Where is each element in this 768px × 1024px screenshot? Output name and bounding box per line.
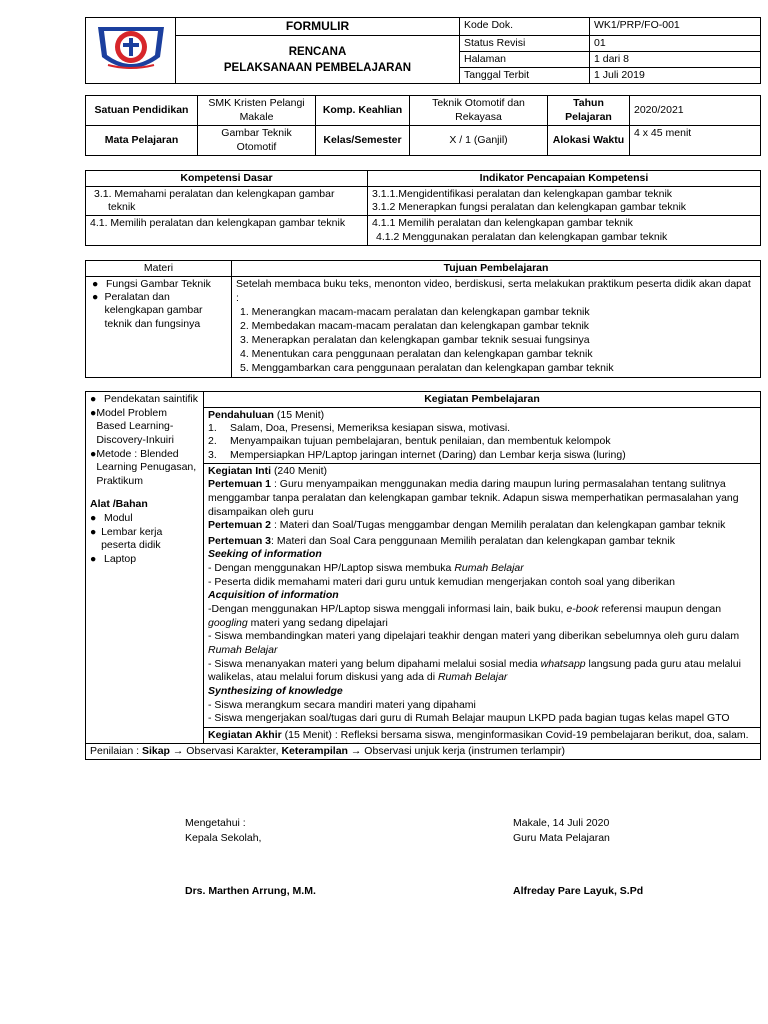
- acq-text: referensi maupun dengan: [598, 603, 722, 616]
- title-line: PELAKSANAAN PEMBELAJARAN: [223, 61, 412, 74]
- akhir-cell: [204, 727, 761, 743]
- tujuan-item: 4. Menentukan cara penggunaan peralatan dan kelengkapan gambar teknik: [240, 347, 593, 360]
- list-item: ● Peralatan dan kelengkapan gambar teknik dan fungsinya: [92, 291, 227, 330]
- synthesizing-item: - Siswa merangkum secara mandiri materi yang dipahami: [208, 698, 476, 711]
- signature-text: Guru Mata Pelajaran: [513, 832, 610, 845]
- komp-label: Komp. Keahlian: [316, 96, 410, 126]
- materi-list: [86, 277, 232, 378]
- acq-italic: Rumah Belajar: [437, 671, 508, 684]
- document-title: [176, 36, 460, 84]
- mapel-value: Gambar Teknik Otomotif: [198, 126, 316, 156]
- synthesizing-item: - Siswa mengerjakan soal/tugas dari guru di Rumah Belajar maupun LKPD pada bagian tugas kelas mapel GTO: [208, 712, 730, 725]
- seeking-italic: Rumah Belajar: [454, 562, 524, 575]
- list-item: ● Modul: [90, 512, 133, 525]
- acq-text: -Dengan menggunakan HP/Laptop siswa menggali informasi lain, baik buku,: [208, 603, 567, 616]
- list-item: 2. Menyampaikan tujuan pembelajaran, bentuk penilaian, dan membentuk kelompok: [208, 435, 611, 448]
- alat-item: Lembar kerja peserta didik: [101, 525, 163, 552]
- pertemuan-label: Pertemuan 3: [208, 534, 272, 547]
- acq-text: - Siswa membandingkan materi yang dipelajari teakhir dengan materi yang diberikan sebelumnya oleh guru dalam: [208, 630, 740, 643]
- list-item: ● Laptop: [90, 553, 137, 566]
- tujuan-item: 2. Membedakan macam-macam peralatan dan kelengkapan gambar teknik: [240, 319, 590, 332]
- header-table: [85, 17, 761, 84]
- penilaian-text: Observasi Karakter,: [183, 744, 282, 757]
- penilaian-sikap: Sikap: [141, 744, 170, 757]
- materi-item: Peralatan dan kelengkapan gambar teknik dan fungsinya: [104, 291, 203, 330]
- kd-header: Kompetensi Dasar: [86, 171, 368, 187]
- ipk-text: 3.1.1.Mengidentifikasi peralatan dan kelengkapan gambar teknik: [372, 188, 673, 201]
- inti-title: Kegiatan Inti: [208, 464, 272, 477]
- meta-label: Tanggal Terbit: [460, 68, 590, 84]
- ipk-text: 4.1.1 Memilih peralatan dan kelengkapan gambar teknik: [372, 217, 633, 230]
- alat-item: Laptop: [104, 553, 137, 566]
- pertemuan-1: [208, 478, 756, 519]
- tahun-label: Tahun Pelajaran: [548, 96, 630, 126]
- meta-value: 1 Juli 2019: [590, 68, 761, 84]
- kegiatan-header: Kegiatan Pembelajaran: [204, 392, 761, 408]
- teacher-name: Alfreday Pare Layuk, S.Pd: [513, 885, 644, 897]
- arrow-icon: →: [172, 744, 184, 757]
- kd-text: 3.1. Memahami peralatan dan kelengkapan gambar teknik: [94, 188, 335, 214]
- kegiatan-table: [85, 391, 761, 760]
- acq-italic: googling: [208, 616, 248, 629]
- approach-item: Model Problem Based Learning-Discovery-Inkuiri: [96, 406, 174, 446]
- acq-text: - Siswa menanyakan materi yang belum dipahami melalui sosial media: [208, 657, 541, 670]
- inti-cell: [204, 463, 761, 727]
- tujuan-header: Tujuan Pembelajaran: [232, 261, 761, 277]
- acquisition-title: Acquisition of information: [208, 589, 339, 602]
- penilaian-cell: [86, 743, 761, 759]
- meta-value: WK1/PRP/FO-001: [590, 18, 761, 36]
- list-item: ● Lembar kerja peserta didik: [90, 526, 199, 553]
- principal-name: Drs. Marthen Arrung, M.M.: [185, 885, 316, 897]
- pendahuluan-title: Pendahuluan: [208, 409, 274, 422]
- list-item: 3. Mempersiapkan HP/Laptop jaringan internet (Daring) dan Lembar kerja siswa (luring): [208, 448, 626, 461]
- seeking-text: - Dengan menggunakan HP/Laptop siswa membuka: [208, 562, 455, 575]
- materi-item: Fungsi Gambar Teknik: [106, 278, 211, 291]
- ipk-cell: [368, 187, 761, 216]
- pendahuluan-time: (15 Menit): [276, 409, 325, 422]
- acq-italic: whatsapp: [540, 657, 586, 670]
- pendahuluan-cell: [204, 408, 761, 464]
- satuan-value: SMK Kristen Pelangi Makale: [198, 96, 316, 126]
- meta-value: 1 dari 8: [590, 52, 761, 68]
- kompetensi-table: [85, 170, 761, 246]
- pertemuan-3: [208, 535, 756, 549]
- arrow-icon: →: [350, 744, 362, 757]
- acquisition-item: [208, 603, 756, 630]
- approach-item: Metode : Blended Learning Penugasan, Praktikum: [96, 447, 197, 487]
- inti-time: (240 Menit): [273, 464, 328, 477]
- approach-cell: [86, 392, 204, 744]
- pertemuan-text: : Materi dan Soal/Tugas menggambar dengan Memilih peralatan dan kelengkapan gambar teknik: [271, 519, 726, 532]
- pertemuan-label: Pertemuan 2: [208, 519, 272, 532]
- pertemuan-2: [208, 519, 756, 533]
- ipk-cell: [368, 216, 761, 245]
- kd-item: [86, 187, 368, 216]
- list-item: 1. Salam, Doa, Presensi, Memeriksa kesiapan siswa, motivasi.: [208, 422, 511, 435]
- list-item: ● Model Problem Based Learning-Discovery-Inkuiri: [90, 407, 199, 448]
- meta-label: Kode Dok.: [460, 18, 590, 36]
- pendahuluan-item: Mempersiapkan HP/Laptop jaringan internet (Daring) dan Lembar kerja siswa (luring): [230, 448, 626, 461]
- logo-cell: [86, 18, 176, 84]
- akhir-title: Kegiatan Akhir: [208, 728, 282, 741]
- alokasi-label: Alokasi Waktu: [548, 126, 630, 156]
- pertemuan-text: : Materi dan Soal Cara penggunaan Memilih peralatan dan kelengkapan gambar teknik: [271, 534, 675, 547]
- signature-text: Kepala Sekolah,: [185, 832, 262, 845]
- tujuan-item: 3. Menerapkan peralatan dan kelengkapan gambar teknik sesuai fungsinya: [240, 333, 590, 346]
- signature-left: [185, 816, 261, 846]
- tujuan-intro: Setelah membaca buku teks, menonton video, berdiskusi, serta melakukan praktikum peserta didik akan dapat :: [236, 278, 751, 305]
- acq-italic: Rumah Belajar: [208, 643, 278, 656]
- acquisition-item: [208, 630, 756, 657]
- tujuan-cell: [232, 277, 761, 378]
- school-logo: [94, 21, 168, 77]
- approach-item: Pendekatan saintifik: [104, 393, 198, 405]
- pertemuan-text: : Guru menyampaikan menggunakan media daring maupun luring permasalahan tentang sulitnya menggambar tanpa peralatan dan kelengkapan gambar teknik. Adapun siswa memperhatikan permasalahan yang disampaikan oleh guru: [208, 478, 739, 518]
- meta-label: Halaman: [460, 52, 590, 68]
- title-line: RENCANA: [288, 45, 347, 58]
- kelas-value: X / 1 (Ganjil): [410, 126, 548, 156]
- penilaian-keterampilan: Keterampilan: [281, 744, 348, 757]
- penilaian-text: Observasi unjuk kerja (instrumen terlampir): [361, 744, 566, 757]
- acquisition-item: [208, 658, 756, 685]
- komp-value: Teknik Otomotif dan Rekayasa: [410, 96, 548, 126]
- kelas-label: Kelas/Semester: [316, 126, 410, 156]
- materi-table: [85, 260, 761, 378]
- signature-text: Mengetahui :: [185, 817, 246, 829]
- ipk-text: 4.1.2 Menggunakan peralatan dan kelengkapan gambar teknik: [376, 230, 668, 243]
- penilaian-prefix: Penilaian :: [90, 744, 142, 757]
- list-item: ● Fungsi Gambar Teknik: [92, 278, 211, 291]
- seeking-title: Seeking of information: [208, 548, 322, 561]
- seeking-item: - Peserta didik memahami materi dari guru untuk kemudian mengerjakan contoh soal yang diberikan: [208, 575, 675, 588]
- pendahuluan-item: Salam, Doa, Presensi, Memeriksa kesiapan siswa, motivasi.: [230, 422, 511, 435]
- mapel-label: Mata Pelajaran: [86, 126, 198, 156]
- kd-item: 4.1. Memilih peralatan dan kelengkapan gambar teknik: [86, 216, 368, 245]
- acq-text: materi yang sedang dipelajari: [247, 616, 388, 629]
- tujuan-item: 1. Menerangkan macam-macam peralatan dan kelengkapan gambar teknik: [240, 306, 590, 319]
- tujuan-item: 5. Menggambarkan cara penggunaan peralatan dan kelengkapan gambar teknik: [240, 361, 614, 374]
- pertemuan-label: Pertemuan 1: [208, 478, 272, 491]
- info-table: [85, 95, 761, 156]
- list-item: ● Pendekatan saintifik: [90, 393, 198, 405]
- synthesizing-title: Synthesizing of knowledge: [208, 684, 343, 697]
- alat-item: Modul: [104, 512, 133, 525]
- akhir-text: (15 Menit) : Refleksi bersama siswa, menginformasikan Covid-19 pembelajaran berikut, doa, salam.: [281, 728, 749, 741]
- alat-title: Alat /Bahan: [90, 498, 148, 511]
- form-label: FORMULIR: [176, 18, 460, 36]
- pendahuluan-item: Menyampaikan tujuan pembelajaran, bentuk penilaian, dan membentuk kelompok: [230, 435, 611, 448]
- tahun-value: 2020/2021: [630, 96, 761, 126]
- ipk-header: Indikator Pencapaian Kompetensi: [368, 171, 761, 187]
- satuan-label: Satuan Pendidikan: [86, 96, 198, 126]
- signature-text: Makale, 14 Juli 2020: [513, 817, 610, 829]
- acq-italic: e-book: [566, 603, 599, 616]
- seeking-item: [208, 562, 756, 576]
- signature-right: [513, 816, 610, 846]
- acq-text: langsung pada guru atau melalui walikelas, atau melalui forum diskusi yang ada di: [208, 657, 741, 684]
- ipk-text: 3.1.2 Menerapkan fungsi peralatan dan kelengkapan gambar teknik: [372, 201, 687, 214]
- meta-label: Status Revisi: [460, 36, 590, 52]
- materi-header: Materi: [86, 261, 232, 277]
- alokasi-value: 4 x 45 menit: [630, 126, 761, 156]
- meta-value: 01: [590, 36, 761, 52]
- list-item: ● Metode : Blended Learning Penugasan, Praktikum: [90, 448, 199, 489]
